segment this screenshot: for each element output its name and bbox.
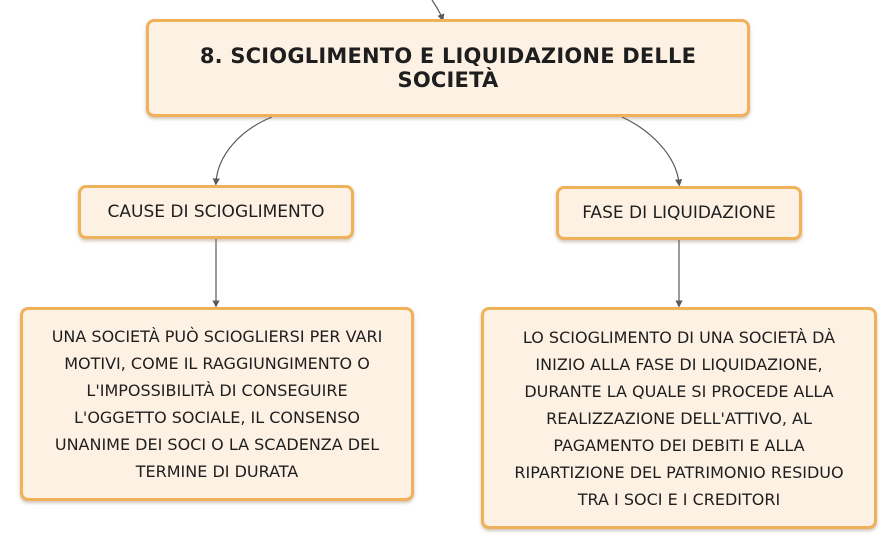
connector-root-to-fase <box>622 117 679 183</box>
detail-node-fase[interactable] <box>481 307 877 529</box>
connector-top <box>432 0 442 18</box>
root-node[interactable] <box>146 19 750 117</box>
branch-label-cause: CAUSE DI SCIOGLIMENTO <box>107 202 325 222</box>
branch-node-fase[interactable] <box>556 186 802 240</box>
detail-node-cause[interactable] <box>20 307 414 501</box>
branch-label-fase: FASE DI LIQUIDAZIONE <box>582 203 776 223</box>
branch-node-cause[interactable] <box>78 185 354 239</box>
detail-text-cause: UNA SOCIETÀ PUÒ SCIOGLIERSI PER VARI MOTIVI, COME IL RAGGIUNGIMENTO O L'IMPOSSIBILITÀ DI CONSEGUIRE L'OGGETTO SOCIALE, IL CONSENSO UNANIME DEI SOCI O LA SCADENZA DEL TERMINE DI DURATA <box>51 327 383 481</box>
detail-text-fase: LO SCIOGLIMENTO DI UNA SOCIETÀ DÀ INIZIO ALLA FASE DI LIQUIDAZIONE, DURANTE LA QUALE SI PROCEDE ALLA REALIZZAZIONE DELL'ATTIVO, AL PAGAMENTO DEI DEBITI E ALLA RIPARTIZIONE DEL PATRIMONIO RESIDUO TRA I SOCI E I CREDITORI <box>514 327 844 509</box>
root-title: 8. SCIOGLIMENTO E LIQUIDAZIONE DELLE SOCIETÀ <box>199 44 697 92</box>
connector-root-to-cause <box>216 117 272 182</box>
